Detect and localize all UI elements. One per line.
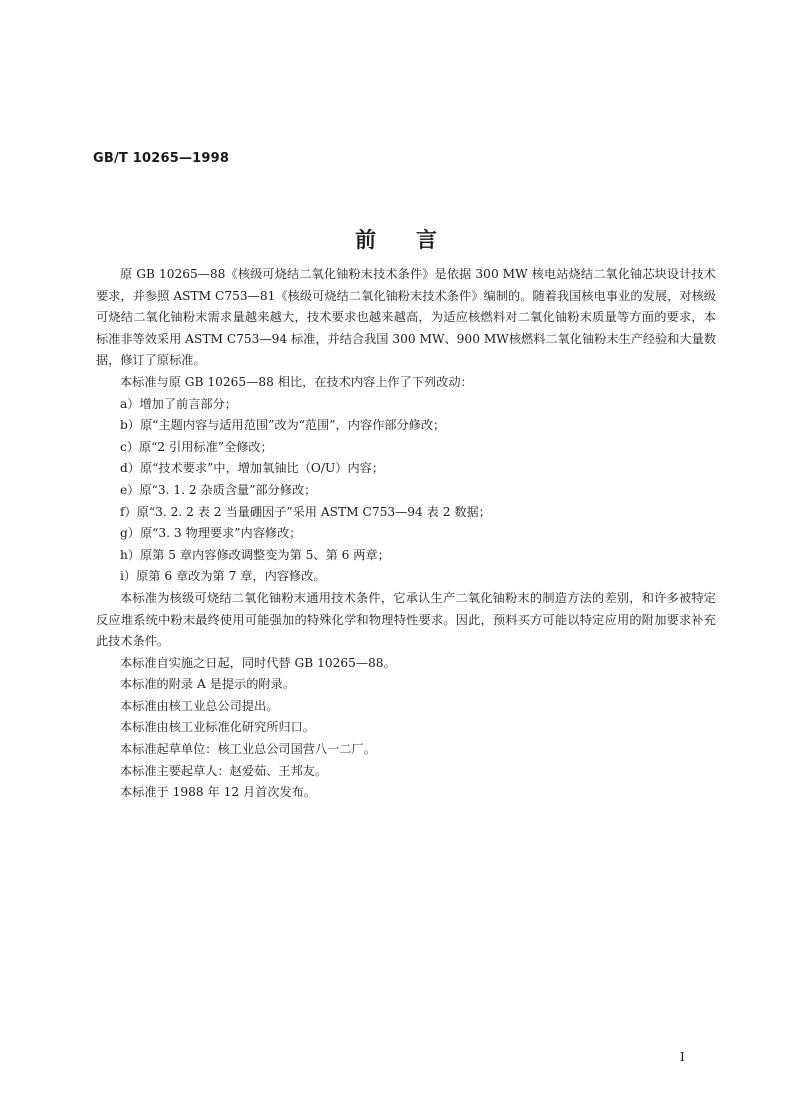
list-item: h）原第 5 章内容修改调整变为第 5、第 6 两章； xyxy=(120,547,390,562)
list-item: b）原“主题内容与适用范围”改为“范围”，内容作部分修改； xyxy=(120,418,446,433)
standard-code: GB/T 10265—1998 xyxy=(93,151,230,166)
page-title: 前言 xyxy=(355,228,477,252)
list-item: a）增加了前言部分； xyxy=(120,396,237,411)
paragraph-proposer: 本标准由核工业总公司提出。 xyxy=(120,698,279,713)
paragraph-administrator: 本标准由核工业标准化研究所归口。 xyxy=(120,720,315,735)
list-item: e）原“3. 1. 2 杂质含量”部分修改； xyxy=(120,482,317,497)
paragraph-scope: 本标准为核级可烧结二氧化铀粉末通用技术条件，它承认生产二氧化铀粉末的制造方法的差别，和许多被特定反应堆系统中粉末最终使用可能强加的特殊化学和物理特性要求。因此，预料买方可能以特定应用的附加要求补充此技术条件。 xyxy=(96,590,716,649)
paragraph-replacement: 本标准自实施之日起，同时代替 GB 10265—88。 xyxy=(120,655,396,670)
paragraph-first-issue: 本标准于 1988 年 12 月首次发布。 xyxy=(120,785,317,800)
paragraph-appendix: 本标准的附录 A 是提示的附录。 xyxy=(120,677,295,692)
paragraph-drafters: 本标准主要起草人：赵爱茹、王邦友。 xyxy=(120,763,328,778)
page-number: I xyxy=(680,1050,685,1064)
list-item: g）原“3. 3 物理要求”内容修改； xyxy=(120,526,302,541)
list-item: f）原“3. 2. 2 表 2 当量硼因子”采用 ASTM C753—94 表 2 数据； xyxy=(120,504,491,519)
paragraph-drafting-unit: 本标准起草单位：核工业总公司国营八一二厂。 xyxy=(120,742,376,757)
foreword-body xyxy=(96,264,716,804)
paragraph-changes-intro: 本标准与原 GB 10265—88 相比，在技术内容上作了下列改动： xyxy=(120,374,473,389)
paragraph-background: 原 GB 10265—88《核级可烧结二氧化铀粉末技术条件》是依据 300 MW 核电站烧结二氧化铀芯块设计技术要求，并参照 ASTM C753—81《核级可烧结二氧化铀粉末技术条件》编制的。随着我国核电事业的发展，对核级可烧结二氧化铀粉末需求量越来越大，技术要求也越来越高，为适应核燃料对二氧化铀粉末质量等方面的要求，本标准非等效采用 ASTM C753—94 标准，并结合我国 300 MW、900 MW核燃料二氧化铀粉末生产经验和大量数据，修订了原标准。 xyxy=(96,267,717,368)
list-item: d）原“技术要求”中，增加氧铀比（O/U）内容； xyxy=(120,461,385,476)
changes-list xyxy=(96,394,716,588)
list-item: i）原第 6 章改为第 7 章，内容修改。 xyxy=(120,569,326,584)
list-item: c）原“2 引用标准”全修改； xyxy=(120,439,273,454)
